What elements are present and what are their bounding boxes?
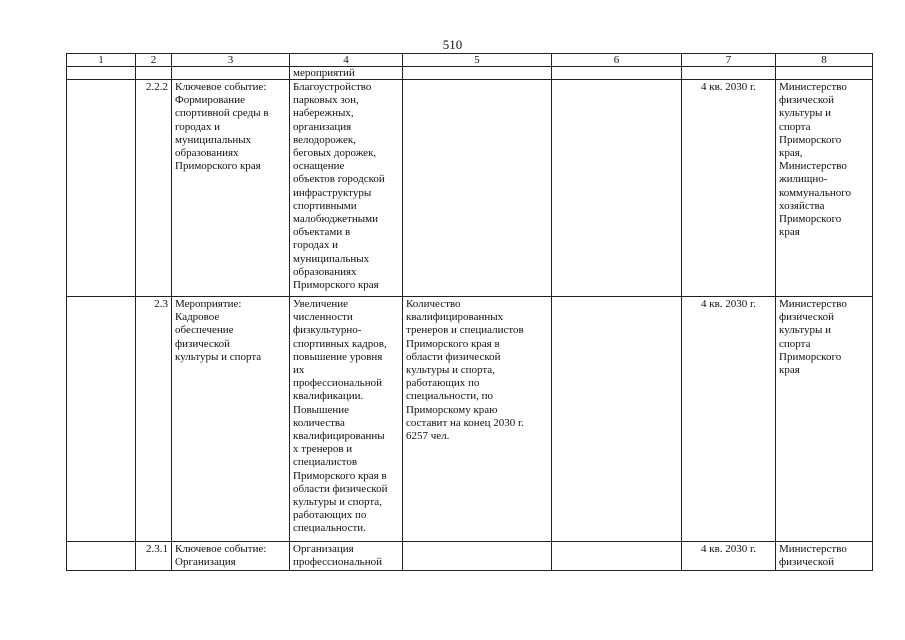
table-header-row — [67, 54, 873, 67]
cell-col-1 — [67, 297, 136, 542]
result-indicator — [403, 80, 552, 297]
result-indicator — [403, 542, 552, 571]
cell-col-3 — [172, 67, 290, 80]
deadline: 4 кв. 2030 г. — [682, 297, 776, 542]
event-name: Ключевое событие: Формирование спортивной среды в городах и муниципальных образованиях Приморского края — [172, 80, 290, 297]
page-number: 510 — [442, 37, 463, 52]
event-description: Увеличение численности физкультурно- спортивных кадров, повышение уровня их профессиональной квалификации. Повышение количества квалифицированны х тренеров и специалистов Приморского края в области физической культуры и спорта, работающих по специальности. — [290, 297, 403, 542]
table-row — [67, 80, 873, 297]
deadline: 4 кв. 2030 г. — [682, 80, 776, 297]
header-col-7: 7 — [682, 54, 776, 67]
responsible-executor: Министерство физической — [776, 542, 873, 571]
event-description: Организация профессиональной — [290, 542, 403, 571]
cell-col-1 — [67, 542, 136, 571]
event-name: Ключевое событие: Организация — [172, 542, 290, 571]
header-col-1: 1 — [67, 54, 136, 67]
row-number: 2.2.2 — [136, 80, 172, 297]
header-col-5: 5 — [403, 54, 552, 67]
event-name: Мероприятие: Кадровое обеспечение физической культуры и спорта — [172, 297, 290, 542]
header-col-2: 2 — [136, 54, 172, 67]
cell-col-1 — [67, 67, 136, 80]
header-col-3: 3 — [172, 54, 290, 67]
cell-col-2 — [136, 67, 172, 80]
responsible-executor: Министерство физической культуры и спорта Приморского края — [776, 297, 873, 542]
cell-col-6 — [552, 297, 682, 542]
header-col-8: 8 — [776, 54, 873, 67]
cell-col-6 — [552, 67, 682, 80]
cell-col-1 — [67, 80, 136, 297]
event-description: Благоустройство парковых зон, набережных, организация велодорожек, беговых дорожек, оснащение объектов городской инфраструктуры спортивными малобюджетными объектами в городах и муниципальных образованиях Приморского края — [290, 80, 403, 297]
cell-col-6 — [552, 542, 682, 571]
deadline: 4 кв. 2030 г. — [682, 542, 776, 571]
plan-table — [66, 53, 873, 571]
row-number: 2.3 — [136, 297, 172, 542]
cell-col-4: мероприятий — [290, 67, 403, 80]
cell-col-6 — [552, 80, 682, 297]
table-row — [67, 297, 873, 542]
result-indicator: Количество квалифицированных тренеров и специалистов Приморского края в области физической культуры и спорта, работающих по специальности, по Приморскому краю составит на конец 2030 г. 6257 чел. — [403, 297, 552, 542]
row-number: 2.3.1 — [136, 542, 172, 571]
table-row — [67, 542, 873, 571]
cell-col-5 — [403, 67, 552, 80]
cell-col-7 — [682, 67, 776, 80]
responsible-executor: Министерство физической культуры и спорта Приморского края, Министерство жилищно- коммунального хозяйства Приморского края — [776, 80, 873, 297]
cell-col-8 — [776, 67, 873, 80]
table-row — [67, 67, 873, 80]
header-col-6: 6 — [552, 54, 682, 67]
header-col-4: 4 — [290, 54, 403, 67]
